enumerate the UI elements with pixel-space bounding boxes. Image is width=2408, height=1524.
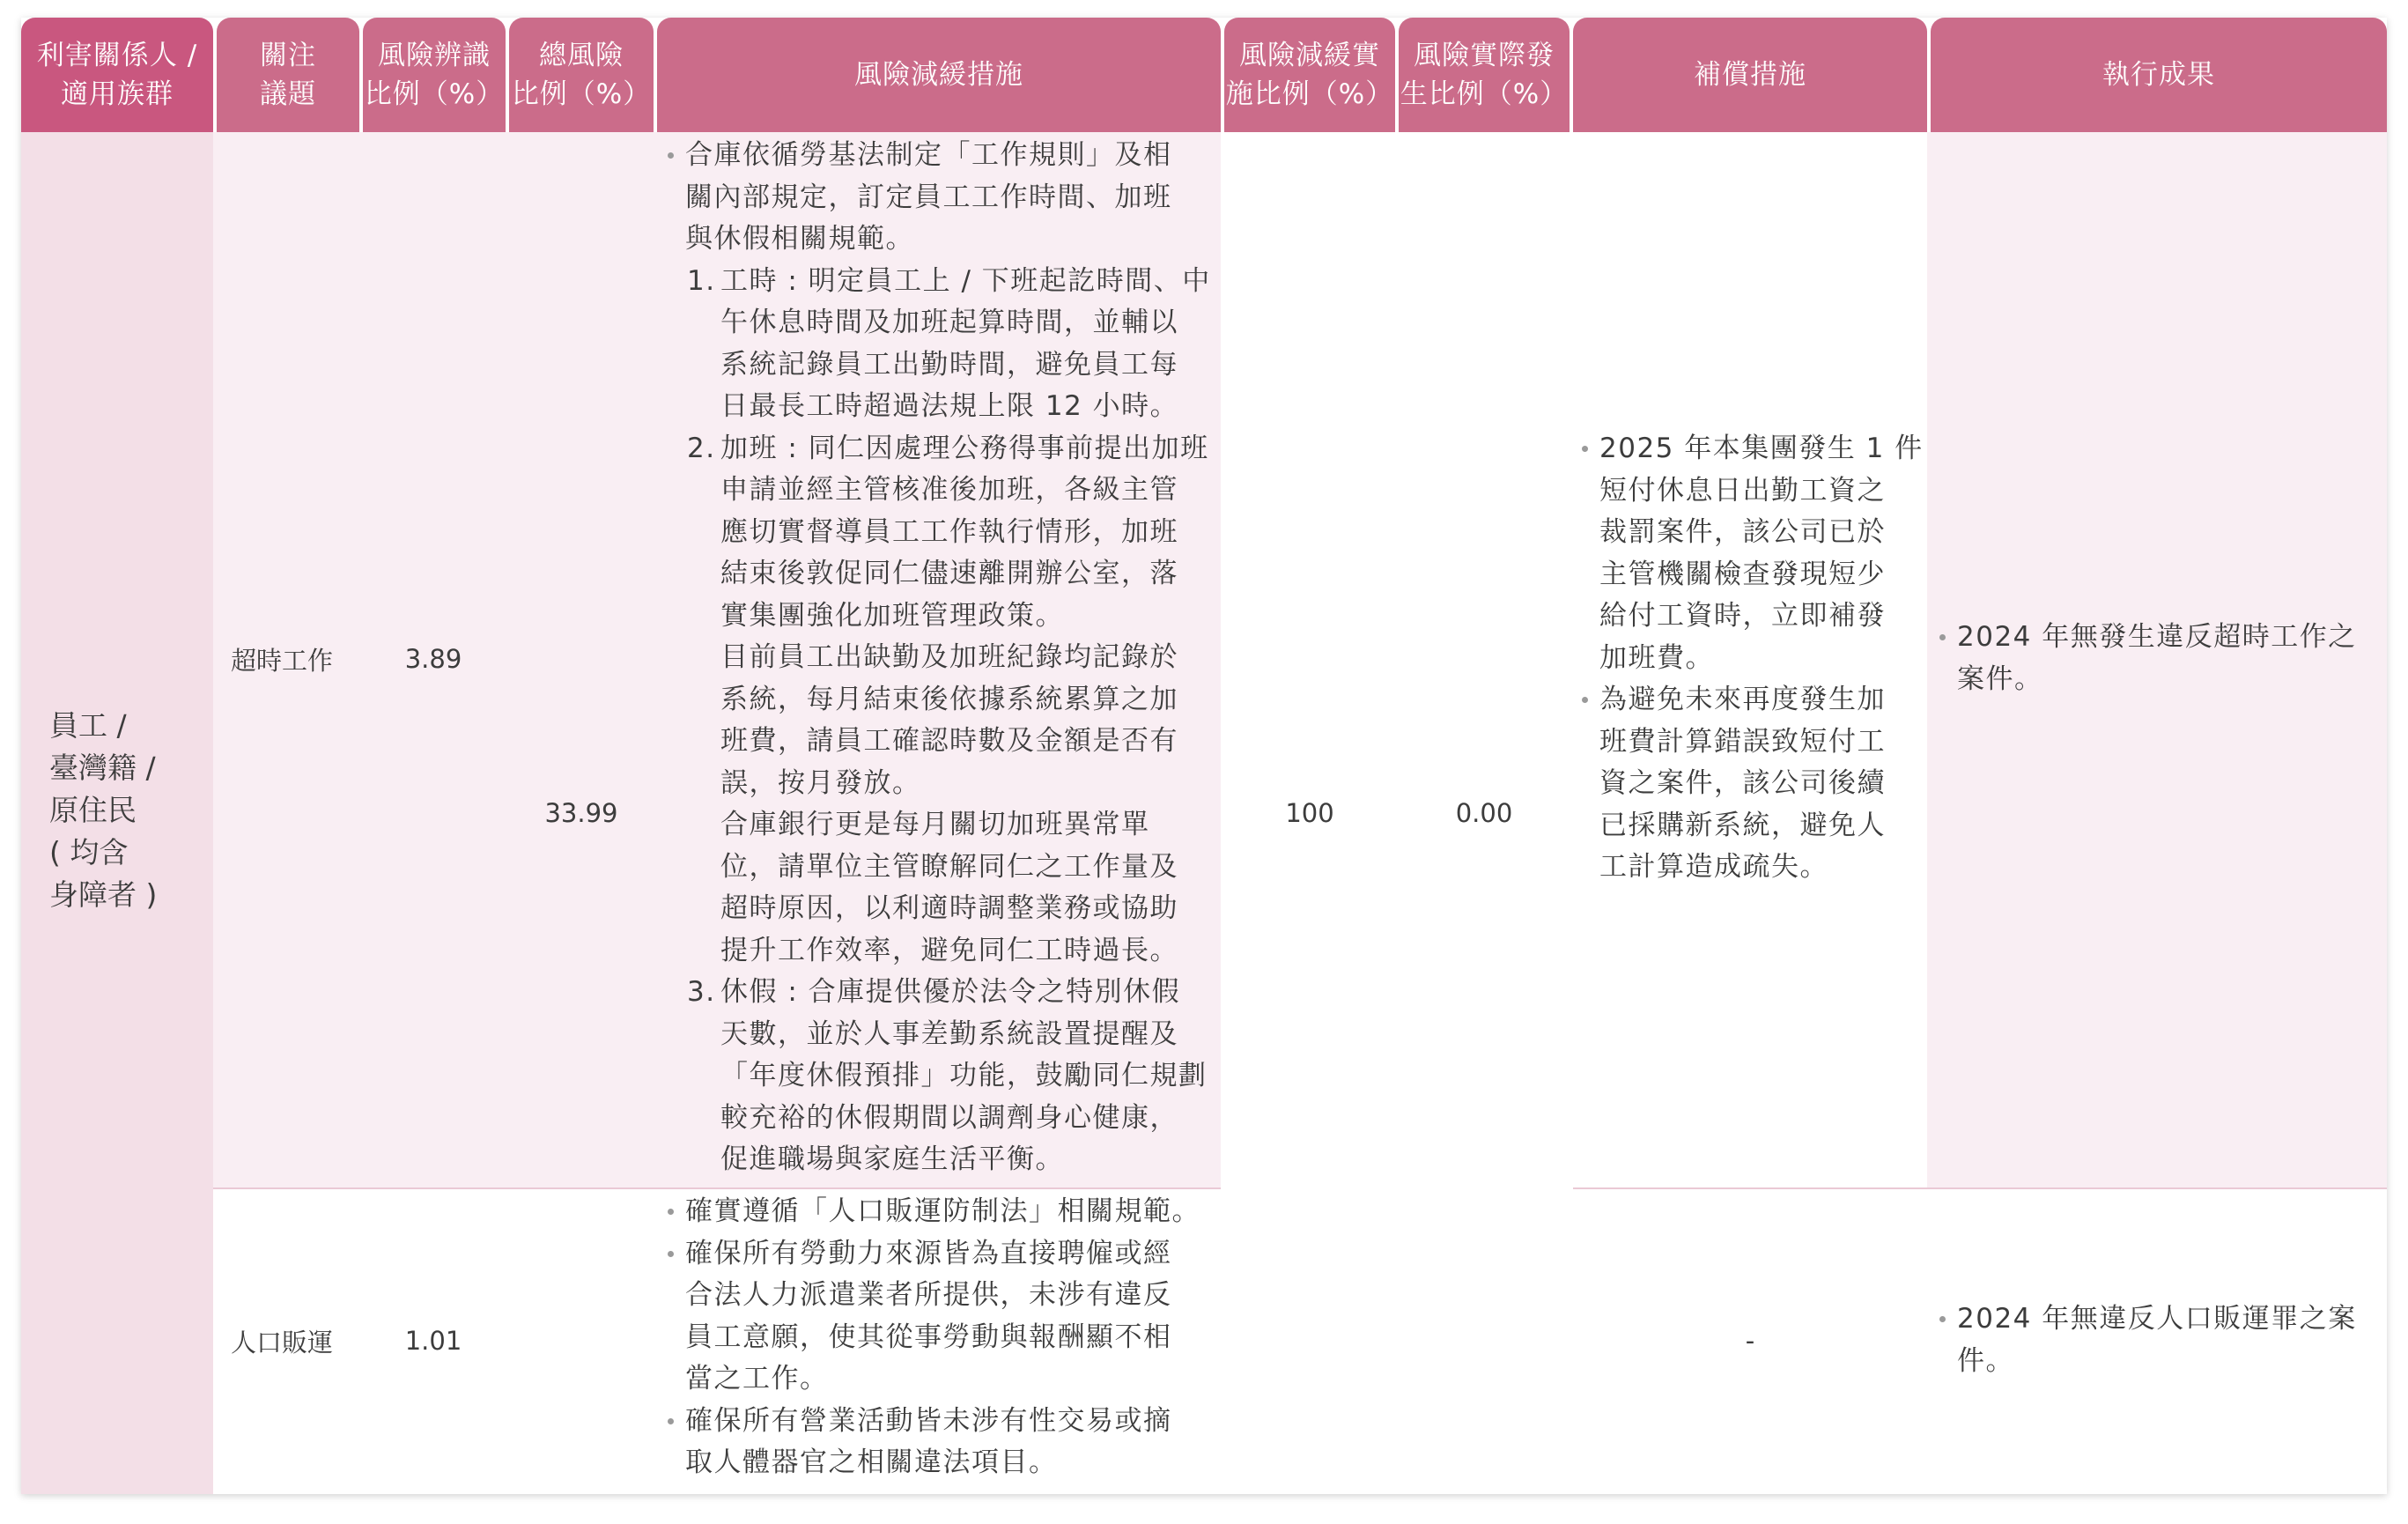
text-line: 員工意願，使其從事勞動與報酬顯不相 bbox=[685, 1321, 1172, 1353]
text-line: 合庫依循勞基法制定「工作規則」及相 bbox=[685, 139, 1172, 171]
row2-remedy: - bbox=[1745, 1326, 1755, 1356]
row1-identify-ratio: 3.89 bbox=[404, 644, 462, 674]
row-divider-mitigation bbox=[654, 1187, 1221, 1189]
stakeholder-line: 原住民 bbox=[49, 793, 137, 827]
text-line: 較充裕的休假期間以調劑身心健康， bbox=[720, 1101, 1178, 1134]
text-line: 關內部規定，訂定員工工作時間、加班 bbox=[685, 181, 1172, 213]
text-line: 短付休息日出勤工資之 bbox=[1599, 474, 1886, 507]
row1-mitigation-item2 bbox=[664, 428, 1221, 638]
row1-mitigation-item3 bbox=[664, 972, 1221, 1181]
header-stakeholder-line2: 適用族群 bbox=[61, 78, 174, 110]
item-number: 3. bbox=[687, 976, 716, 1008]
row-divider-left bbox=[213, 1187, 654, 1189]
text-line: 班費，請員工確認時數及金額是否有 bbox=[720, 725, 1178, 757]
text-line: 件。 bbox=[1957, 1344, 2014, 1377]
text-line: 促進職場與家庭生活平衡。 bbox=[720, 1143, 1064, 1175]
row-divider-right bbox=[1573, 1187, 2387, 1189]
text-line: 合庫銀行更是每月關切加班異常單 bbox=[720, 809, 1150, 840]
text-line: 目前員工出缺勤及加班紀錄均記錄於 bbox=[720, 641, 1178, 673]
item-number: 2. bbox=[687, 432, 716, 464]
stakeholder-line: 員工 / bbox=[49, 708, 127, 743]
text-line: 工計算造成疏失。 bbox=[1599, 851, 1828, 883]
text-line: 資之案件，該公司後續 bbox=[1599, 767, 1886, 799]
text-line: 2025 年本集團發生 1 件 bbox=[1599, 433, 1924, 464]
row2-result bbox=[1936, 1298, 2376, 1382]
header-remedy bbox=[1573, 18, 1927, 132]
row2-issue: 人口販運 bbox=[231, 1327, 334, 1358]
text-line: 加班 : 同仁因處理公務得事前提出加班 bbox=[720, 432, 1209, 464]
occurrence-ratio-value: 0.00 bbox=[1455, 798, 1513, 828]
text-line: 結束後敦促同仁儘速離開辦公室，落 bbox=[720, 558, 1178, 589]
text-line: 取人體器官之相關違法項目。 bbox=[685, 1446, 1058, 1478]
mitigation-item bbox=[664, 1233, 1221, 1401]
text-line: 確保所有勞動力來源皆為直接聘僱或經 bbox=[685, 1237, 1172, 1269]
header-occurrence-ratio-line1: 風險實際發 bbox=[1414, 40, 1555, 71]
stakeholder-line: 臺灣籍 / bbox=[49, 751, 156, 785]
header-result-label: 執行成果 bbox=[2102, 59, 2215, 91]
text-line: 申請並經主管核准後加班，各級主管 bbox=[720, 474, 1178, 506]
row1-mitigation-para2 bbox=[664, 804, 1221, 972]
header-mitigation-label: 風險減緩措施 bbox=[854, 59, 1023, 91]
header-issue bbox=[217, 18, 359, 132]
mitigation-item bbox=[664, 1191, 1221, 1233]
text-line: 誤，按月發放。 bbox=[720, 766, 921, 799]
text-line: 系統記錄員工出勤時間，避免員工每 bbox=[720, 348, 1178, 381]
text-line: 午休息時間及加班起算時間，並輔以 bbox=[720, 307, 1178, 338]
text-line: 提升工作效率，避免同仁工時過長。 bbox=[720, 934, 1178, 966]
header-total-risk-line2: 比例（%） bbox=[511, 78, 652, 110]
text-line: 應切實督導員工工作執行情形，加班 bbox=[720, 515, 1178, 548]
header-issue-line1: 關注 bbox=[260, 40, 316, 71]
header-issue-line2: 議題 bbox=[260, 78, 316, 110]
text-line: 休假 : 合庫提供優於法令之特別休假 bbox=[720, 976, 1181, 1008]
text-line: 班費計算錯誤致短付工 bbox=[1599, 725, 1886, 758]
row1-issue: 超時工作 bbox=[231, 645, 334, 676]
text-line: 主管機關檢查發現短少 bbox=[1599, 558, 1886, 590]
header-identify-ratio-line1: 風險辨識 bbox=[378, 40, 491, 71]
text-line: 工時 : 明定員工上 / 下班起訖時間、中 bbox=[720, 264, 1211, 297]
text-line: 為避免未來再度發生加 bbox=[1599, 684, 1886, 715]
text-line: 給付工資時，立即補發 bbox=[1599, 600, 1886, 632]
row1-mitigation-para1 bbox=[664, 637, 1221, 804]
mitigation-item bbox=[664, 1401, 1221, 1484]
text-line: 裁罰案件，該公司已於 bbox=[1599, 516, 1886, 548]
header-stakeholder-line1: 利害關係人 / bbox=[36, 40, 198, 71]
text-line: 「年度休假預排」功能，鼓勵同仁規劃 bbox=[720, 1060, 1208, 1091]
total-risk-value: 33.99 bbox=[544, 798, 618, 828]
text-line: 日最長工時超過法規上限 12 小時。 bbox=[720, 390, 1179, 422]
stakeholder-line: ( 均含 bbox=[49, 835, 129, 869]
header-result bbox=[1931, 18, 2387, 132]
header-stakeholder bbox=[21, 18, 213, 132]
header-mitigation-ratio bbox=[1224, 18, 1395, 132]
item-number: 1. bbox=[687, 264, 716, 297]
mitigation-ratio-value: 100 bbox=[1285, 798, 1334, 828]
stakeholder-line: 身障者 ) bbox=[49, 877, 158, 912]
header-identify-ratio-line2: 比例（%） bbox=[364, 78, 505, 110]
text-line: 合法人力派遣業者所提供，未涉有違反 bbox=[685, 1279, 1172, 1311]
header-mitigation bbox=[657, 18, 1221, 132]
result-item bbox=[1936, 1298, 2376, 1382]
header-occurrence-ratio-line2: 生比例（%） bbox=[1400, 78, 1569, 110]
row2-identify-ratio: 1.01 bbox=[404, 1326, 462, 1356]
header-mitigation-ratio-line1: 風險減緩實 bbox=[1239, 40, 1380, 71]
result-item bbox=[1936, 617, 2376, 700]
row1-mitigation-text bbox=[664, 135, 1221, 1181]
text-line: 天數，並於人事差勤系統設置提醒及 bbox=[720, 1017, 1178, 1050]
row1-remedy bbox=[1578, 428, 1924, 889]
row2-mitigation-text bbox=[664, 1191, 1221, 1484]
text-line: 案件。 bbox=[1957, 662, 2043, 695]
text-line: 確實遵循「人口販運防制法」相關規範。 bbox=[685, 1195, 1200, 1227]
row1-result bbox=[1936, 617, 2376, 700]
text-line: 系統，每月結束後依據系統累算之加 bbox=[720, 683, 1178, 715]
text-line: 超時原因，以利適時調整業務或協助 bbox=[720, 892, 1178, 924]
header-identify-ratio bbox=[363, 18, 506, 132]
header-remedy-label: 補償措施 bbox=[1694, 59, 1806, 91]
text-line: 已採購新系統，避免人 bbox=[1599, 809, 1886, 841]
remedy-item bbox=[1578, 679, 1924, 889]
header-total-risk-line1: 總風險 bbox=[539, 40, 624, 71]
header-total-risk bbox=[509, 18, 654, 132]
text-line: 加班費。 bbox=[1599, 641, 1714, 674]
stakeholder-text bbox=[35, 705, 217, 916]
text-line: 當之工作。 bbox=[685, 1363, 829, 1395]
text-line: 實集團強化加班管理政策。 bbox=[720, 599, 1064, 632]
remedy-item bbox=[1578, 428, 1924, 679]
text-line: 與休假相關規範。 bbox=[685, 223, 914, 255]
row1-mitigation-intro bbox=[664, 135, 1221, 261]
stakeholder-cell bbox=[21, 132, 213, 1494]
header-occurrence-ratio bbox=[1399, 18, 1570, 132]
text-line: 2024 年無發生違反超時工作之 bbox=[1957, 621, 2357, 653]
text-line: 2024 年無違反人口販運罪之案 bbox=[1957, 1303, 2357, 1335]
text-line: 確保所有營業活動皆未涉有性交易或摘 bbox=[685, 1404, 1172, 1437]
text-line: 位，請單位主管瞭解同仁之工作量及 bbox=[720, 850, 1178, 883]
row1-mitigation-item1 bbox=[664, 261, 1221, 428]
header-mitigation-ratio-line2: 施比例（%） bbox=[1225, 78, 1394, 110]
